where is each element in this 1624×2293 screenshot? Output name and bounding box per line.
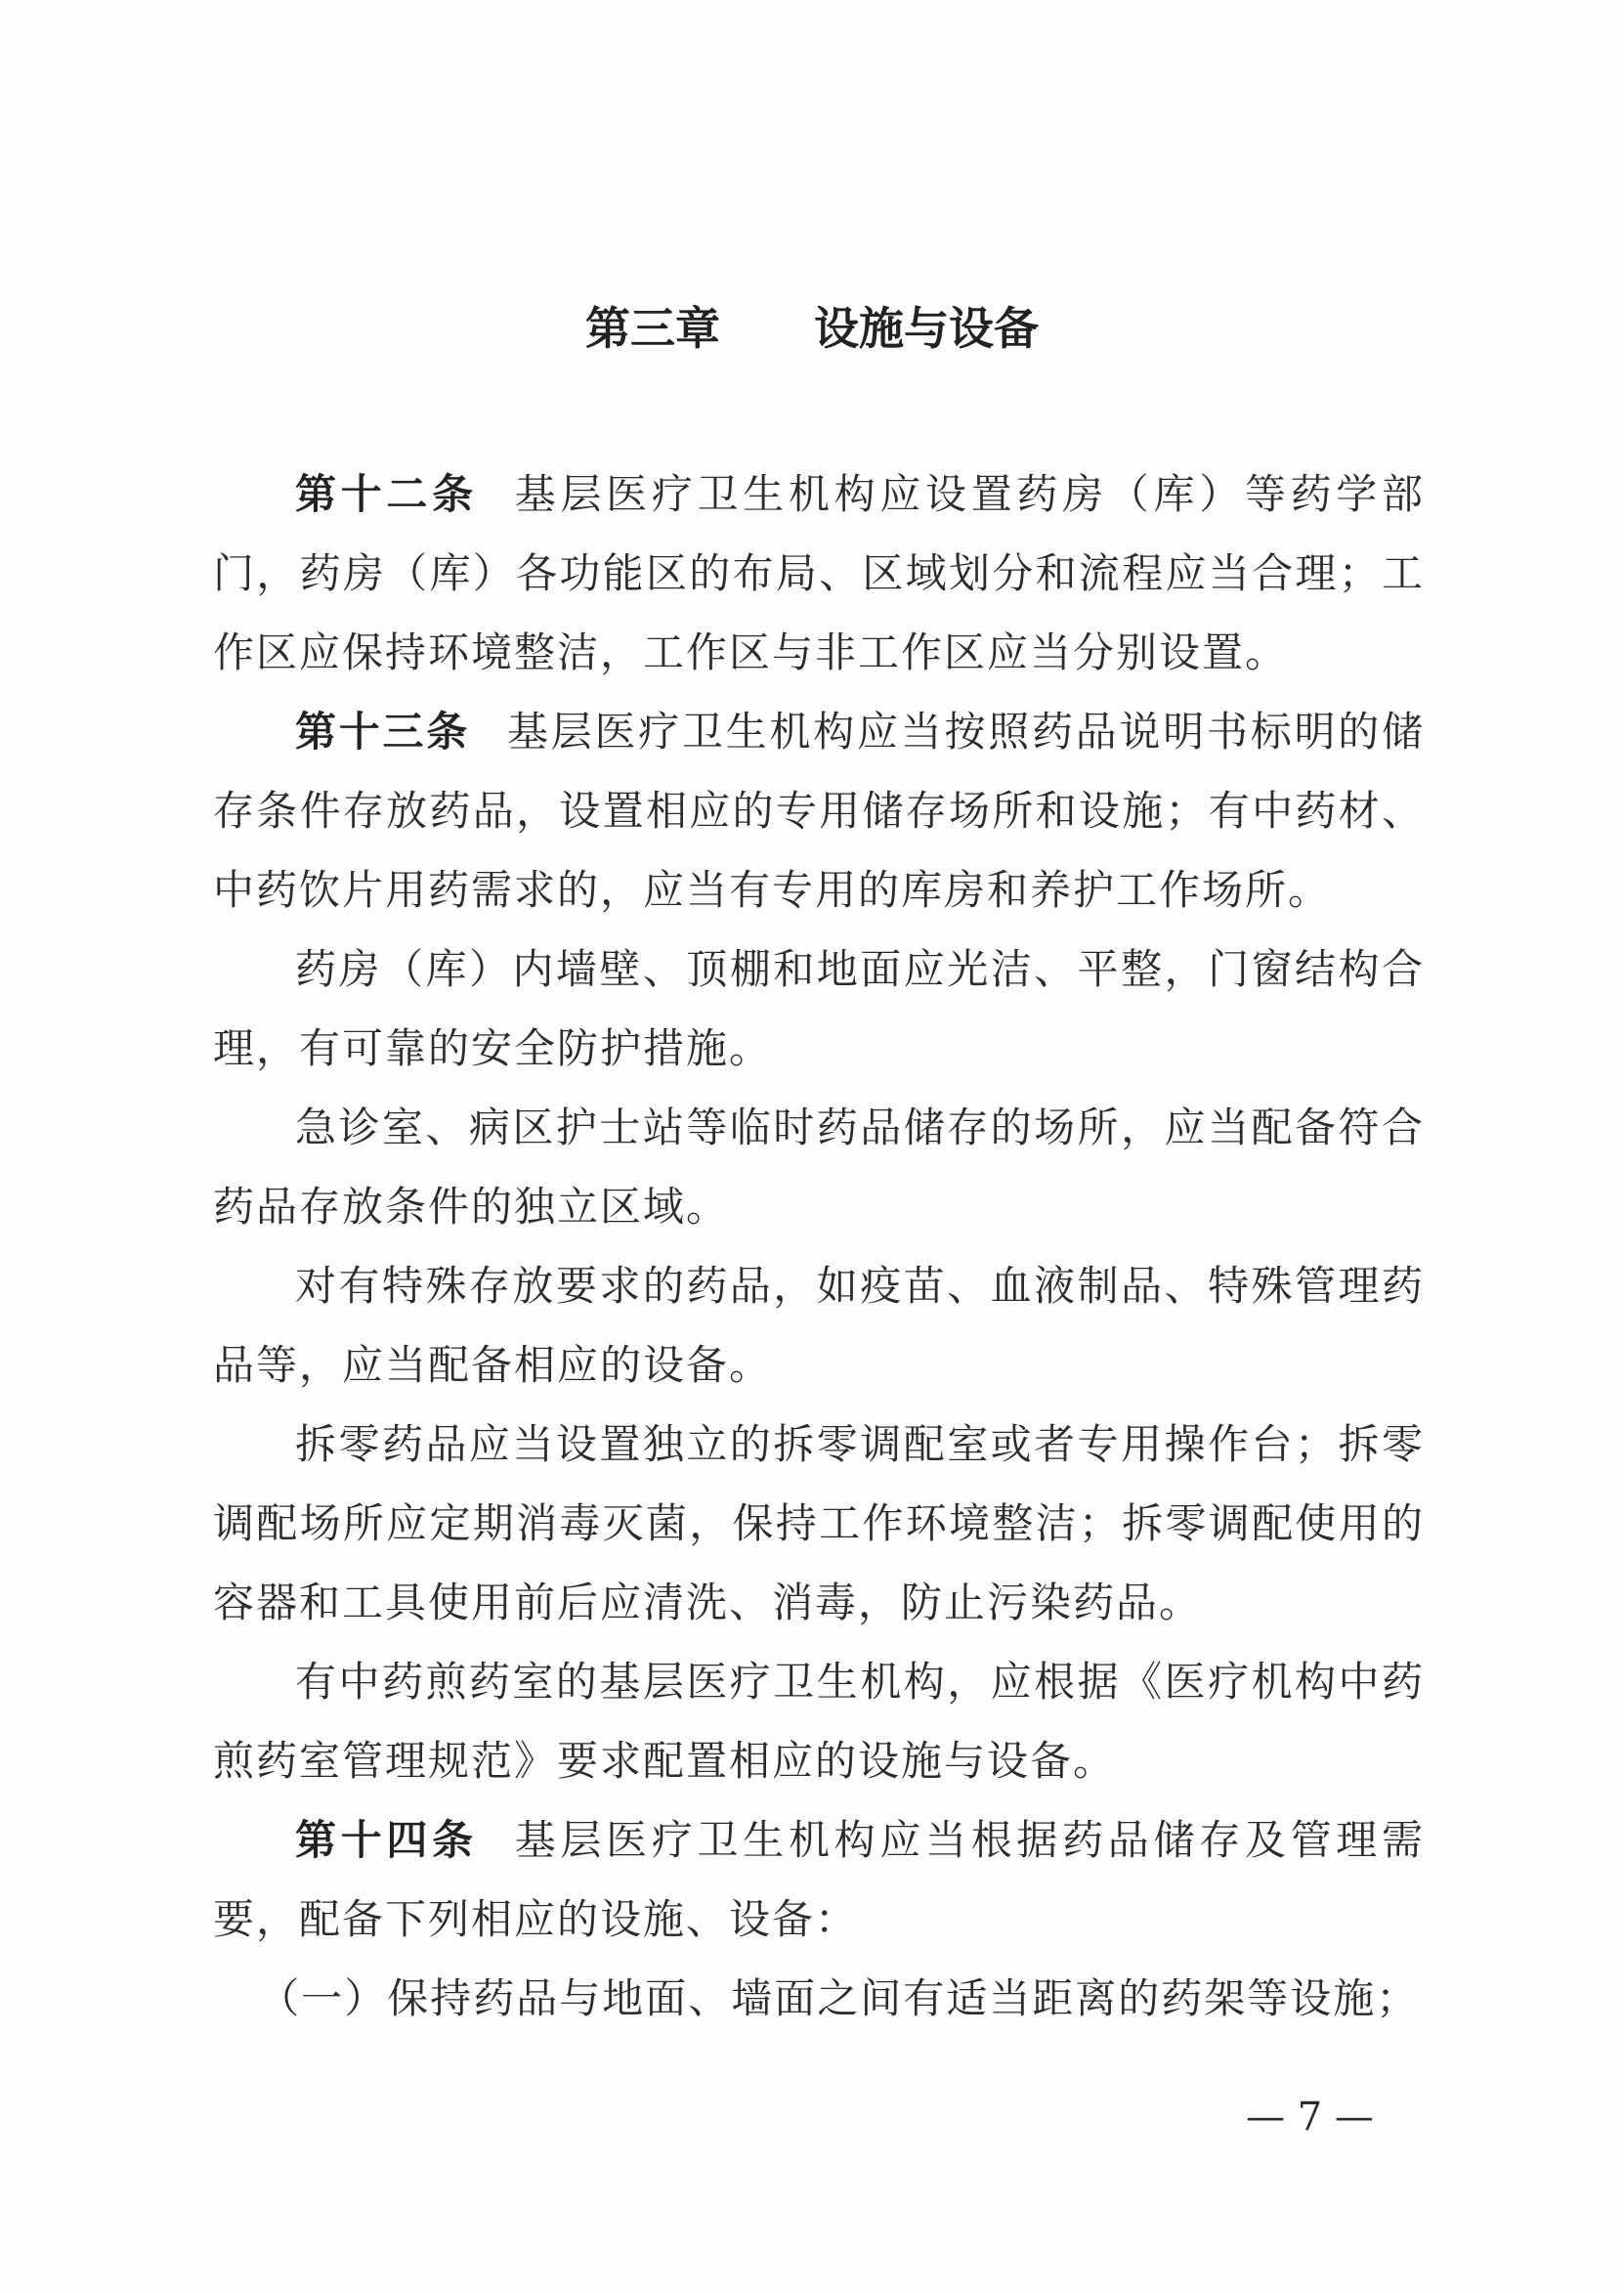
paragraph [213,930,1425,1088]
paragraph [213,1088,1425,1246]
paragraph [213,1800,1425,1959]
paragraph-text: 拆零药品应当设置独立的拆零调配室或者专用操作台；拆零调配场所应定期消毒灭菌，保持工作环境整洁；拆零调配使用的容器和工具使用前后应清洗、消毒，防止污染药品。 [213,1420,1425,1626]
paragraph-text: 基层医疗卫生机构应设置药房（库）等药学部门，药房（库）各功能区的布局、区域划分和流程应当合理；工作区应保持环境整洁，工作区与非工作区应当分别设置。 [213,470,1425,676]
paragraph-text: 基层医疗卫生机构应当按照药品说明书标明的储存条件存放药品，设置相应的专用储存场所和设施；有中药材、中药饮片用药需求的，应当有专用的库房和养护工作场所。 [213,708,1425,914]
paragraph-text: 有中药煎药室的基层医疗卫生机构，应根据《医疗机构中药煎药室管理规范》要求配置相应的设施与设备。 [213,1658,1425,1785]
paragraph-text: 急诊室、病区护士站等临时药品储存的场所，应当配备符合药品存放条件的独立区域。 [213,1103,1425,1231]
article-label: 第十四条 [295,1816,478,1864]
paragraph-text: （一）保持药品与地面、墙面之间有适当距离的药架等设施； [258,1974,1420,2022]
paragraph [213,1246,1425,1405]
page-number: — 7 — [1246,2095,1374,2140]
chapter-heading [0,293,1624,358]
chapter-number: 第三章 [585,302,720,355]
paragraph [213,1405,1425,1642]
paragraph [213,454,1425,692]
paragraph-text: 对有特殊存放要求的药品，如疫苗、血液制品、特殊管理药品等，应当配备相应的设备。 [213,1262,1425,1389]
paragraph [213,692,1425,930]
paragraph-text: 基层医疗卫生机构应当根据药品储存及管理需要，配备下列相应的设施、设备： [213,1816,1425,1943]
article-label: 第十二条 [295,470,478,518]
body-text [213,454,1425,2038]
paragraph-text: 药房（库）内墙壁、顶棚和地面应光洁、平整，门窗结构合理，有可靠的安全防护措施。 [213,945,1425,1072]
chapter-title: 设施与设备 [814,302,1039,355]
paragraph [213,1642,1425,1800]
article-label: 第十三条 [295,708,470,756]
list-item [213,1959,1425,2038]
